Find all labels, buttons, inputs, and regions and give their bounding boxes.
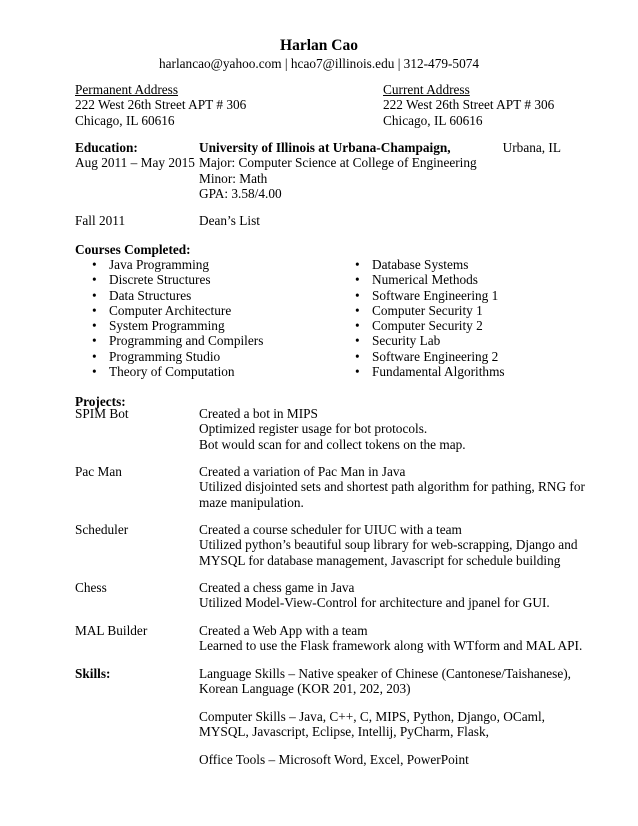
project-line: Created a variation of Pac Man in Java <box>199 464 406 479</box>
list-item: • Computer Security 2 <box>355 318 505 333</box>
project-description <box>199 623 582 654</box>
resume-name: Harlan Cao <box>280 37 358 54</box>
project-line: MYSQL for database management, Javascript for schedule building <box>199 552 561 568</box>
skills-label: Skills: <box>75 666 111 681</box>
list-item: • Security Lab <box>355 333 505 348</box>
project-line: Created a chess game in Java <box>199 580 355 595</box>
project-name: SPIM Bot <box>75 406 129 421</box>
current-address-line1: 222 West 26th Street APT # 306 <box>383 97 555 113</box>
school-name: University of Illinois at Urbana-Champaign, <box>199 140 451 155</box>
minor: Minor: Math <box>199 170 268 186</box>
education-details <box>199 140 477 201</box>
project-line: Learned to use the Flask framework along with WTform and MAL API. <box>199 638 583 654</box>
current-address-label: Current Address <box>383 82 470 97</box>
project-description <box>199 406 466 452</box>
project-line: Optimized register usage for bot protocols. <box>199 421 428 437</box>
list-item: • Discrete Structures <box>92 272 263 287</box>
permanent-address <box>75 82 246 128</box>
skill-line: Language Skills – Native speaker of Chinese (Cantonese/Taishanese), <box>199 666 572 681</box>
list-item: • Programming Studio <box>92 349 263 364</box>
project-name: Scheduler <box>75 522 129 537</box>
list-item: • Software Engineering 1 <box>355 288 505 303</box>
current-address-line2: Chicago, IL 60616 <box>383 112 483 128</box>
skill-line: Korean Language (KOR 201, 202, 203) <box>199 681 411 697</box>
project-name: Pac Man <box>75 464 122 479</box>
project-line: Created a Web App with a team <box>199 623 368 638</box>
project-description <box>199 522 578 568</box>
list-item: • Software Engineering 2 <box>355 349 505 364</box>
list-item: • Fundamental Algorithms <box>355 364 505 379</box>
office-skills: Office Tools – Microsoft Word, Excel, PowerPoint <box>199 752 469 767</box>
list-item: • Numerical Methods <box>355 272 505 287</box>
project-line: Created a course scheduler for UIUC with a team <box>199 522 462 537</box>
language-skills <box>199 666 571 697</box>
permanent-address-line2: Chicago, IL 60616 <box>75 112 175 128</box>
list-item: • Theory of Computation <box>92 364 263 379</box>
project-line: Utilized disjointed sets and shortest path algorithm for pathing, RNG for <box>199 479 585 495</box>
project-line: maze manipulation. <box>199 494 304 510</box>
project-line: Created a bot in MIPS <box>199 406 318 421</box>
list-item: • System Programming <box>92 318 263 333</box>
project-description <box>199 464 585 510</box>
major: Major: Computer Science at College of Engineering <box>199 155 477 171</box>
list-item: • Data Structures <box>92 288 263 303</box>
courses-left-list <box>92 257 263 379</box>
skill-line: Computer Skills – Java, C++, C, MIPS, Python, Django, OCaml, <box>199 709 545 724</box>
gpa: GPA: 3.58/4.00 <box>199 185 282 201</box>
list-item: • Computer Security 1 <box>355 303 505 318</box>
permanent-address-line1: 222 West 26th Street APT # 306 <box>75 97 247 113</box>
list-item: • Programming and Compilers <box>92 333 263 348</box>
computer-skills <box>199 709 545 740</box>
honor: Dean’s List <box>199 213 260 228</box>
project-line: Utilized python’s beautiful soup library for web-scrapping, Django and <box>199 537 578 553</box>
honor-term: Fall 2011 <box>75 213 126 228</box>
project-name: MAL Builder <box>75 623 148 638</box>
project-line: Utilized Model-View-Control for architecture and jpanel for GUI. <box>199 595 550 611</box>
permanent-address-label: Permanent Address <box>75 82 179 97</box>
contact-line: harlancao@yahoo.com | hcao7@illinois.edu | 312-479-5074 <box>158 56 480 71</box>
school-location: Urbana, IL <box>502 140 561 155</box>
list-item: • Database Systems <box>355 257 505 272</box>
skill-line: MYSQL, Javascript, Eclipse, Intellij, PyCharm, Flask, <box>199 724 489 740</box>
education-label: Education: <box>75 140 138 155</box>
courses-right-list <box>355 257 505 379</box>
list-item: • Java Programming <box>92 257 263 272</box>
education-dates: Aug 2011 – May 2015 <box>75 155 195 170</box>
project-line: Bot would scan for and collect tokens on the map. <box>199 436 466 452</box>
project-description <box>199 580 550 611</box>
current-address <box>383 82 554 128</box>
list-item: • Computer Architecture <box>92 303 263 318</box>
courses-label: Courses Completed: <box>75 242 191 257</box>
projects-label: Projects: <box>75 394 126 409</box>
project-name: Chess <box>75 580 107 595</box>
